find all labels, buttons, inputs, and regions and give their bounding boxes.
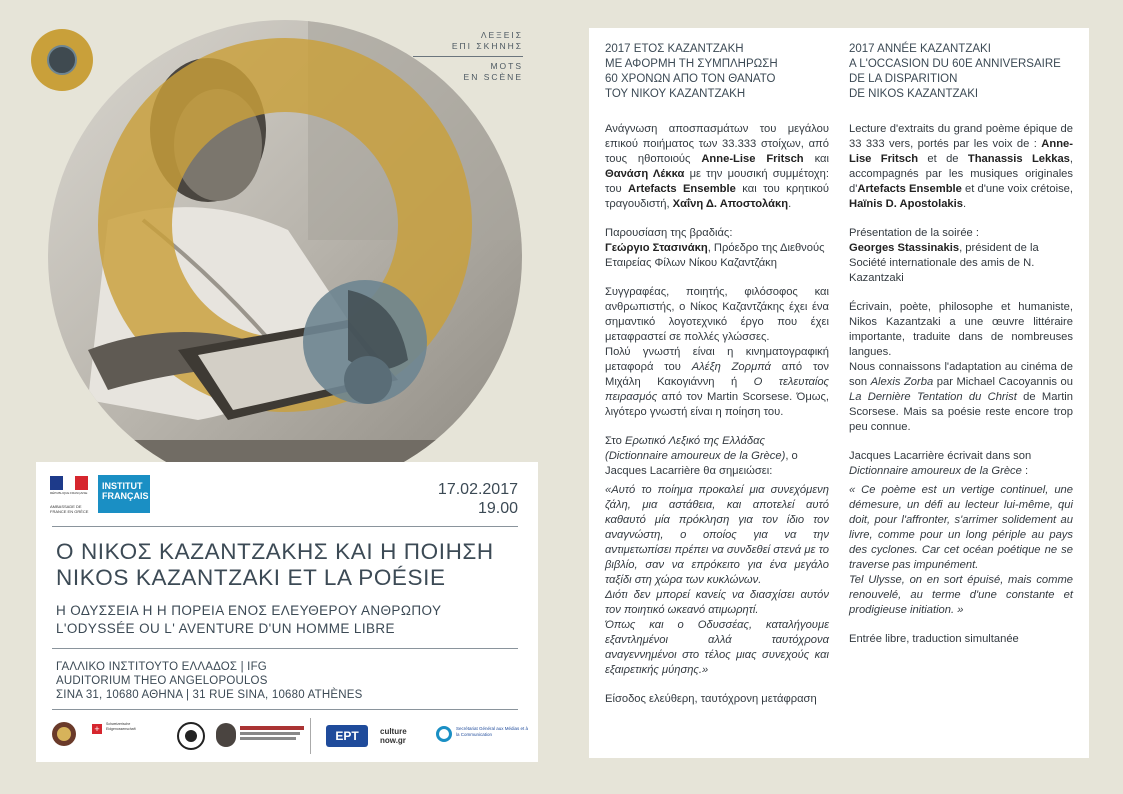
french-heading (849, 42, 1073, 102)
text: , président de la Société internationale des amis de N. Kazantzaki (849, 242, 1039, 284)
greek-column (605, 42, 829, 721)
venue-line: ΣΙΝΑ 31, 10680 ΑΘΗΝΑ | 31 RUE SINA, 10680 ATHÈNES (56, 689, 363, 701)
greek-paragraph-citation (605, 434, 829, 479)
french-paragraph-citation (849, 449, 1073, 479)
text: , accompagnés par les musiques originales d' (849, 153, 1074, 195)
sponsor-logos (46, 718, 534, 758)
event-time: 19.00 (477, 500, 518, 517)
logo-separator (310, 718, 311, 754)
text: , Πρόεδρο της Διεθνούς Εταιρείας Φίλων Νίκου Καζαντζάκη (605, 242, 825, 269)
actor-name: Θανάση Λέκκα (605, 168, 685, 180)
greek-paragraph-performers: Ανάγνωση αποσπασμάτων του μεγάλου επικού ποιήματος των 33.333 στοίχων, από τους ηθοποιούς Anne-Lise Fritsch και Θανάση Λέκκα με την μουσική συμμέτοχη: του Artefacts Ensemble και του κρητικού τραγουδιστή, Χαΐνη Δ. Αποστολάκη. (605, 123, 830, 210)
crest-logo-icon (50, 718, 78, 754)
singer-name: Haïnis D. Apostolakis (849, 198, 963, 210)
film-title: Ο τελευταίος πειρασμός (605, 376, 829, 403)
text: de Martin Scorsese. Mais sa poésie reste encore trop peu connue. (849, 391, 1074, 433)
subtitle-french: L'ODYSSÉE OU L' AVENTURE D'UN HOMME LIBRE (56, 621, 395, 636)
text: Lecture d'extraits du grand poème épique de 33 333 vers, portés par les voix de : (849, 123, 1073, 150)
text: και του κρητικού τραγουδιστή, (605, 183, 830, 210)
film-title: Alexis Zorba (870, 376, 934, 388)
film-title: La Dernière Tentation du Christ (849, 391, 1017, 403)
badge-icon (30, 28, 94, 92)
title-french: NIKOS KAZANTZAKI ET LA POÉSIE (56, 565, 446, 590)
event-datetime (438, 480, 518, 518)
divider (52, 526, 518, 527)
actor-name: Anne-Lise Fritsch (849, 138, 1073, 165)
text: Présentation de la soirée : (849, 227, 979, 239)
ensemble-name: Artefacts Ensemble (628, 183, 736, 195)
french-paragraph-bio: Écrivain, poète, philosophe et humaniste, Nikos Kazantzaki a une œuvre littéraire importante, traduite dans de nombreuses langues. (849, 301, 1073, 358)
heading-line: 60 ΧΡΟΝΩΝ ΑΠΟ ΤΟΝ ΘΑΝΑΤΟ (605, 73, 776, 85)
heading-line: ΤΟΥ ΝΙΚΟΥ ΚΑΖΑΝΤΖΑΚΗ (605, 88, 746, 100)
text: Πολύ γνωστή είναι η κινηματογραφική μεταφορά του (605, 346, 829, 373)
greek-footer: Είσοδος ελεύθερη, ταυτόχρονη μετάφραση (605, 693, 817, 705)
greek-quote: Διότι δεν μπορεί κανείς να διασχίσει αυτόν τον ποιητικό ωκεανό ατιμωρητί. (605, 589, 829, 616)
greek-paragraph-bio: Συγγραφέας, ποιητής, φιλόσοφος και ανθρωπιστής, ο Νίκος Καζαντζάκης έχει ένα σημαντικό λογοτεχνικό έργο που έχει μεταφραστεί σε πολλές γλώσσες. (605, 286, 829, 343)
actor-name: Thanassis Lekkas (967, 153, 1070, 165)
text: από τον Martin Scorsese. Όμως, λιγότερο γνωστή είναι η ποίηση του. (605, 391, 829, 418)
series-label (413, 30, 523, 83)
series-line: MOTS (413, 56, 523, 72)
heading-line: DE LA DISPARITION (849, 73, 958, 85)
society-logo-icon (176, 718, 206, 754)
embassy-logo: AMBASSADE DE FRANCE EN GRÈCE (50, 504, 89, 514)
french-paragraph-presenter (849, 226, 1073, 286)
text: Nous connaissons l'adaptation au cinéma de son (849, 361, 1073, 388)
text: par Michael Cacoyannis ou (936, 376, 1073, 388)
ensemble-name: Artefacts Ensemble (857, 183, 962, 195)
subtitle-greek: Η ΟΔΥΣΣΕΙΑ Η Η ΠΟΡΕΙΑ ΕΝΟΣ ΕΛΕΥΘΕΡΟΥ ΑΝΘΡΩΠΟΥ (56, 603, 442, 618)
film-title: Αλέξη Ζορμπά (691, 361, 771, 373)
heading-line: DE NIKOS KAZANTZAKI (849, 88, 979, 100)
culturenow-logo: culture now.gr (380, 727, 407, 745)
greek-quote: «Αυτό το ποίημα προκαλεί μια συνεχόμενη ζάλη, μια αστάθεια, και αποτελεί αυτό καθαυτό μία πρόκληση για τον ίδιο τον αναγνώστη, ο οποίος για να την αντιμετωπίσει πρέπει να συνδεθεί στενά με το βιβλίο, σαν να επρόκειτο για ένα μεγάλο ταξίδι στη χώρα των κυκλώνων. (605, 484, 829, 586)
secretariat-logo (436, 718, 532, 754)
french-quote: Tel Ulysse, on en sort épuisé, mais comme renouvelé, au terme d'une constante et prodigieuse initiation. » (849, 574, 1073, 616)
title-greek: Ο ΝΙΚΟΣ ΚΑΖΑΝΤΖΑΚΗΣ ΚΑΙ Η ΠΟΙΗΣΗ (56, 539, 494, 564)
actor-name: Anne-Lise Fritsch (701, 153, 804, 165)
singer-name: Χαΐνη Δ. Αποστολάκη (672, 198, 789, 210)
presenter-name: Γεώργιο Στασινάκη (605, 242, 708, 254)
text: και (814, 153, 829, 165)
text: : (1024, 465, 1029, 477)
text: , ο Jacques Lacarrière θα σημειώσει: (605, 450, 798, 477)
french-paragraph-cinema (849, 360, 1073, 435)
greek-quote: Όπως και ο Οδυσσέας, καταλήγουμε εξαντλημένοι αλλά ταυτόχρονα αναγεννημένοι στο τέλος μιας συνεχούς και εξαιρετικής μύησης.» (605, 619, 829, 676)
series-line: ΕΠΙ ΣΚΗΝΗΣ (451, 41, 523, 51)
event-date: 17.02.2017 (437, 481, 518, 498)
heading-line: 2017 ΕΤΟΣ ΚΑΖΑΝΤΖΑΚΗ (605, 43, 744, 55)
greek-heading (605, 42, 829, 102)
text: et d'une voix crétoise, (965, 183, 1073, 195)
french-paragraph-performers: Lecture d'extraits du grand poème épique de 33 333 vers, portés par les voix de : Anne-Lise Fritsch et de Thanassis Lekkas, accompagnés par les musiques originales d'Artefacts Ensemble et d'une voix crétoise, Haïnis D. Apostolakis. (849, 123, 1074, 210)
text: με την μουσική συμμέτοχη: του (605, 168, 829, 195)
text: Ανάγνωση αποσπασμάτων του μεγάλου επικού ποιήματος των 33.333 στοίχων, από τους ηθοποιούς (605, 123, 829, 165)
divider (52, 648, 518, 649)
event-info-panel (36, 462, 538, 762)
swiss-logo: + Schweizerische Eidgenossenschaft (92, 718, 162, 754)
museum-logo (216, 718, 306, 754)
venue-line: AUDITORIUM THEO ANGELOPOULOS (56, 675, 268, 687)
heading-line: 2017 ANNÉE KAZANTZAKI (849, 43, 991, 55)
text: Jacques Lacarrière écrivait dans son (849, 450, 1032, 462)
heading-line: A L'OCCASION DU 60E ANNIVERSAIRE (849, 58, 1061, 70)
french-footer: Entrée libre, traduction simultanée (849, 633, 1019, 645)
text-page (589, 28, 1089, 758)
secretariat-logo-text: Secrétariat Général aux Médias et à la Communication (456, 726, 529, 737)
heading-line: ΜΕ ΑΦΟΡΜΗ ΤΗ ΣΥΜΠΛΗΡΩΣΗ (605, 58, 778, 70)
text: Στο (605, 435, 622, 447)
greek-paragraph-presenter (605, 226, 829, 271)
presenter-name: Georges Stassinakis (849, 242, 960, 254)
portrait-illustration (48, 20, 522, 494)
text: Παρουσίαση της βραδιάς: (605, 227, 733, 239)
series-line: ΛΕΞΕΙΣ (480, 30, 523, 40)
ert-logo: ΕΡΤ (326, 725, 368, 747)
text: από τον Μιχάλη Κακογιάννη ή (605, 361, 830, 388)
french-quote: « Ce poème est un vertige continuel, une démesure, un défi au lecteur lui-même, qui doit, pour l'affronter, s'arrimer solidement au livre, comme pour un long périple au pays des cyclones. Car cet océan poétique ne se traverse pas impunément. (849, 484, 1073, 571)
book-title: Dictionnaire amoureux de la Grèce (849, 465, 1022, 477)
divider (52, 709, 518, 710)
french-republic-logo: RÉPUBLIQUE FRANÇAISE (50, 476, 88, 498)
institut-francais-logo: INSTITUT FRANÇAIS (98, 475, 150, 513)
greek-paragraph-cinema (605, 345, 829, 420)
text: et de (927, 153, 959, 165)
book-title: (Dictionnaire amoureux de la Grèce) (605, 450, 786, 462)
venue-line: ΓΑΛΛΙΚΟ ΙΝΣΤΙΤΟΥΤΟ ΕΛΛΑΔΟΣ | IFG (56, 661, 267, 673)
series-line: EN SCÈNE (463, 72, 523, 82)
swiss-logo-text: Schweizerische Eidgenossenschaft (106, 722, 136, 731)
book-title: Ερωτικό Λεξικό της Ελλάδας (624, 435, 765, 447)
french-column (849, 42, 1073, 661)
